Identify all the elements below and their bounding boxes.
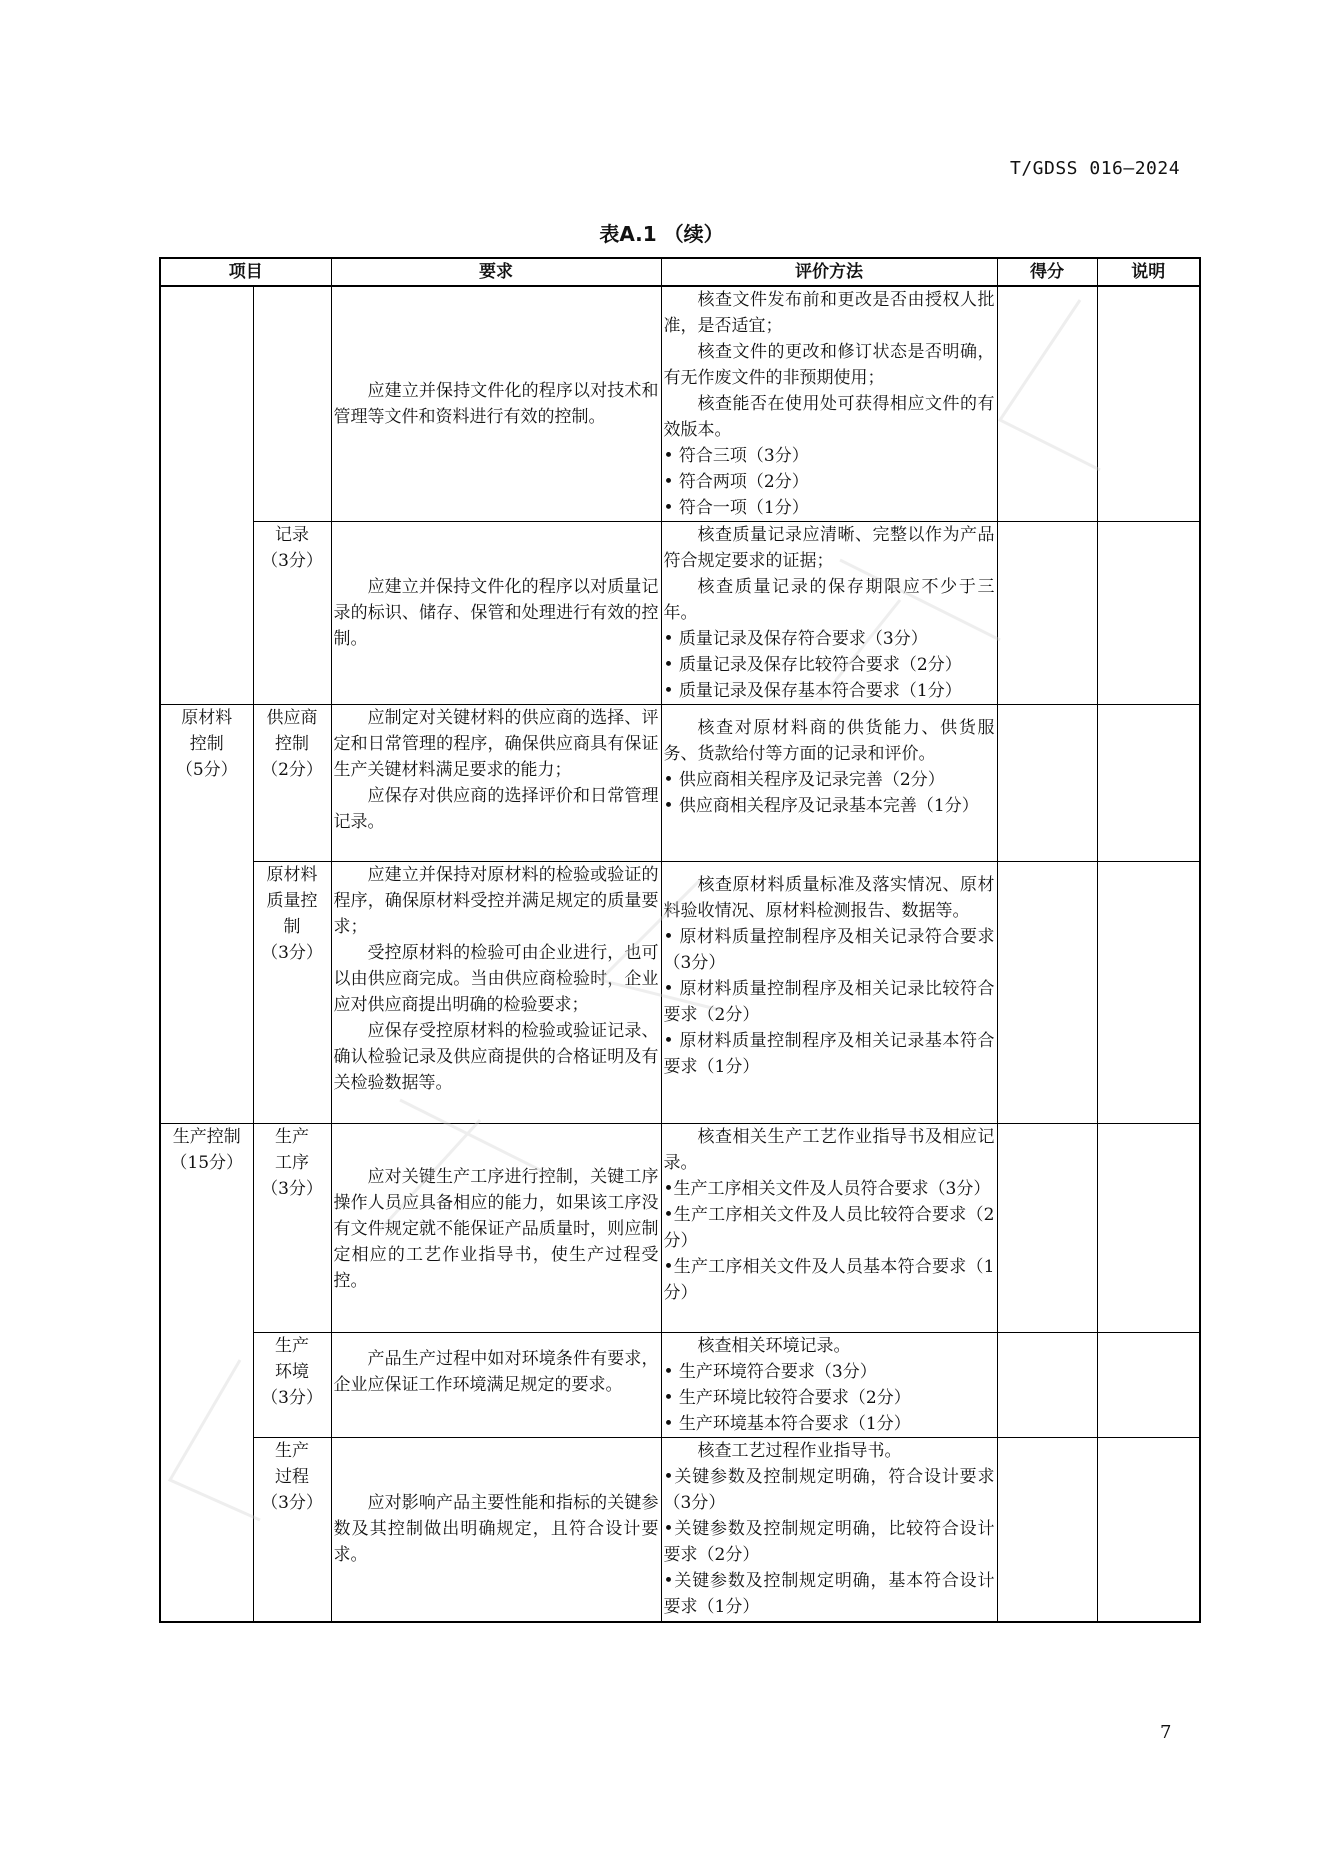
note-cell[interactable] xyxy=(1097,1333,1200,1438)
note-cell[interactable] xyxy=(1097,1438,1200,1622)
table-row xyxy=(160,286,1200,522)
method-bullet: • 生产环境符合要求（3分） xyxy=(663,1362,877,1382)
method-cell xyxy=(661,705,997,862)
method-bullet: • 供应商相关程序及记录完善（2分） xyxy=(663,770,945,790)
method-bullet: • 生产环境比较符合要求（2分） xyxy=(663,1388,911,1408)
requirement-cell xyxy=(331,1438,661,1622)
method-cell xyxy=(661,1124,997,1333)
table-row xyxy=(160,862,1200,1124)
method-cell xyxy=(661,1438,997,1622)
method-bullet: •关键参数及控制规定明确，基本符合设计要求（1分） xyxy=(663,1571,995,1617)
requirement-cell xyxy=(331,1333,661,1438)
requirement-cell xyxy=(331,705,661,862)
table-row xyxy=(160,1438,1200,1622)
subcategory-cell: 生产 工序 （3分） xyxy=(253,1124,331,1333)
evaluation-table xyxy=(159,257,1201,1623)
requirement-text: 应制定对关键材料的供应商的选择、评定和日常管理的程序，确保供应商具有保证生产关键材料满足要求的能力； xyxy=(333,708,659,780)
subcategory-cell: 供应商 控制 （2分） xyxy=(253,705,331,862)
method-bullet: • 符合一项（1分） xyxy=(663,498,809,518)
method-bullet: • 原材料质量控制程序及相关记录比较符合要求（2分） xyxy=(663,979,995,1025)
requirement-text: 应保存受控原材料的检验或验证记录、确认检验记录及供应商提供的合格证明及有关检验数据等。 xyxy=(333,1021,659,1093)
method-text: 核查原材料质量标准及落实情况、原材料验收情况、原材料检测报告、数据等。 xyxy=(663,875,995,921)
note-cell[interactable] xyxy=(1097,862,1200,1124)
method-bullet: •关键参数及控制规定明确，符合设计要求（3分） xyxy=(663,1467,995,1513)
table-row xyxy=(160,705,1200,862)
table-title: 表A.1 （续） xyxy=(599,222,724,246)
header-item: 项目 xyxy=(160,258,331,286)
requirement-text: 应建立并保持对原材料的检验或验证的程序，确保原材料受控并满足规定的质量要求； xyxy=(333,865,659,937)
score-cell[interactable] xyxy=(997,1124,1097,1333)
method-cell xyxy=(661,862,997,1124)
method-cell xyxy=(661,286,997,522)
note-cell[interactable] xyxy=(1097,705,1200,862)
requirement-text: 应保存对供应商的选择评价和日常管理记录。 xyxy=(333,786,659,832)
document-code: T/GDSS 016—2024 xyxy=(1010,158,1181,179)
requirement-text: 应建立并保持文件化的程序以对质量记录的标识、储存、保管和处理进行有效的控制。 xyxy=(333,577,659,649)
table-header-row xyxy=(160,258,1200,286)
requirement-text: 应建立并保持文件化的程序以对技术和管理等文件和资料进行有效的控制。 xyxy=(333,381,659,427)
requirement-text: 应对影响产品主要性能和指标的关键参数及其控制做出明确规定，且符合设计要求。 xyxy=(333,1493,659,1566)
subcategory-cell: 生产 环境 （3分） xyxy=(253,1333,331,1438)
category-cell: 原材料 控制 （5分） xyxy=(160,705,253,1124)
requirement-cell xyxy=(331,522,661,705)
requirement-text: 受控原材料的检验可由企业进行，也可以由供应商完成。当由供应商检验时，企业应对供应商提出明确的检验要求； xyxy=(333,943,659,1015)
method-text: 核查相关环境记录。 xyxy=(697,1336,851,1356)
score-cell[interactable] xyxy=(997,286,1097,522)
method-bullet: • 质量记录及保存符合要求（3分） xyxy=(663,629,928,649)
method-bullet: •生产工序相关文件及人员基本符合要求（1分） xyxy=(663,1257,995,1303)
method-text: 核查能否在使用处可获得相应文件的有效版本。 xyxy=(663,394,995,440)
score-cell[interactable] xyxy=(997,522,1097,705)
subcategory-cell: 生产 过程 （3分） xyxy=(253,1438,331,1622)
score-cell[interactable] xyxy=(997,1333,1097,1438)
page-number: 7 xyxy=(1160,1722,1172,1743)
table-row xyxy=(160,1124,1200,1333)
method-text: 核查质量记录的保存期限应不少于三年。 xyxy=(663,577,995,623)
header-score: 得分 xyxy=(997,258,1097,286)
table-row xyxy=(160,1333,1200,1438)
requirement-text: 产品生产过程中如对环境条件有要求，企业应保证工作环境满足规定的要求。 xyxy=(333,1349,659,1395)
category-cell xyxy=(160,286,253,705)
subcategory-cell: 记录 （3分） xyxy=(253,522,331,705)
method-cell xyxy=(661,522,997,705)
table-row xyxy=(160,522,1200,705)
method-bullet: • 符合三项（3分） xyxy=(663,446,809,466)
method-text: 核查相关生产工艺作业指导书及相应记录。 xyxy=(663,1127,995,1173)
header-method: 评价方法 xyxy=(661,258,997,286)
requirement-cell xyxy=(331,1124,661,1333)
method-bullet: • 符合两项（2分） xyxy=(663,472,809,492)
method-text: 核查文件发布前和更改是否由授权人批准，是否适宜； xyxy=(663,290,995,336)
method-text: 核查对原材料商的供货能力、供货服务、货款给付等方面的记录和评价。 xyxy=(663,718,995,764)
score-cell[interactable] xyxy=(997,862,1097,1124)
method-bullet: • 质量记录及保存基本符合要求（1分） xyxy=(663,681,962,701)
method-bullet: •生产工序相关文件及人员比较符合要求（2分） xyxy=(663,1205,995,1251)
method-bullet: • 原材料质量控制程序及相关记录基本符合要求（1分） xyxy=(663,1031,995,1077)
method-text: 核查质量记录应清晰、完整以作为产品符合规定要求的证据； xyxy=(663,525,995,571)
score-cell[interactable] xyxy=(997,1438,1097,1622)
score-cell[interactable] xyxy=(997,705,1097,862)
header-note: 说明 xyxy=(1097,258,1200,286)
note-cell[interactable] xyxy=(1097,522,1200,705)
header-requirement: 要求 xyxy=(331,258,661,286)
method-cell xyxy=(661,1333,997,1438)
method-bullet: • 质量记录及保存比较符合要求（2分） xyxy=(663,655,962,675)
method-text: 核查工艺过程作业指导书。 xyxy=(697,1441,902,1461)
category-cell: 生产控制 （15分） xyxy=(160,1124,253,1622)
requirement-cell xyxy=(331,286,661,522)
method-bullet: • 原材料质量控制程序及相关记录符合要求（3分） xyxy=(663,927,995,973)
method-bullet: •生产工序相关文件及人员符合要求（3分） xyxy=(663,1179,991,1199)
subcategory-cell: 原材料 质量控 制 （3分） xyxy=(253,862,331,1124)
method-bullet: •关键参数及控制规定明确，比较符合设计要求（2分） xyxy=(663,1519,995,1565)
note-cell[interactable] xyxy=(1097,1124,1200,1333)
method-bullet: • 生产环境基本符合要求（1分） xyxy=(663,1414,911,1434)
method-text: 核查文件的更改和修订状态是否明确，有无作废文件的非预期使用； xyxy=(663,342,995,388)
note-cell[interactable] xyxy=(1097,286,1200,522)
requirement-text: 应对关键生产工序进行控制，关键工序操作人员应具备相应的能力，如果该工序没有文件规定就不能保证产品质量时，则应制定相应的工艺作业指导书，使生产过程受控。 xyxy=(333,1167,659,1291)
subcategory-cell xyxy=(253,286,331,522)
requirement-cell xyxy=(331,862,661,1124)
method-bullet: • 供应商相关程序及记录基本完善（1分） xyxy=(663,796,979,816)
